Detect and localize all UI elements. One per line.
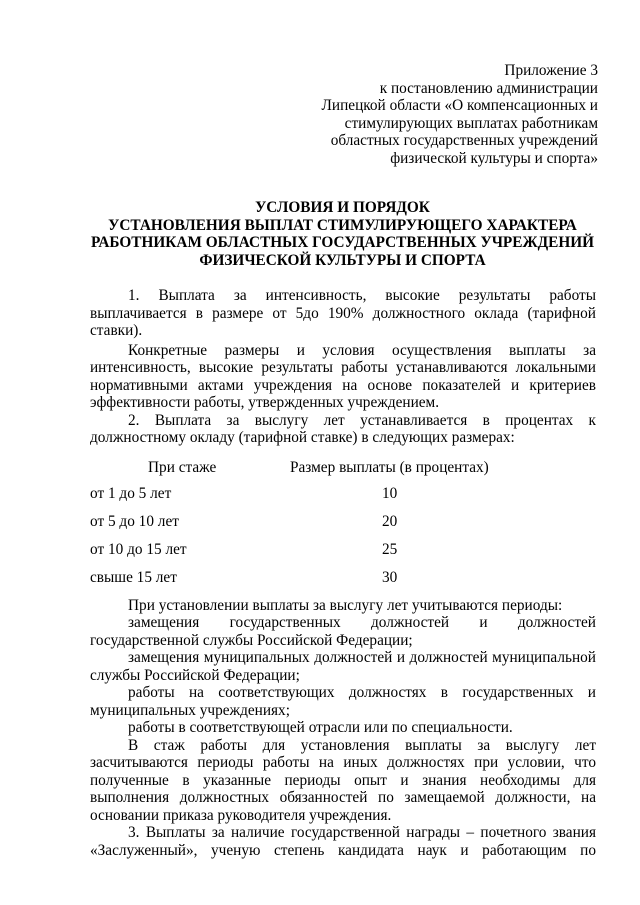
title-line: ФИЗИЧЕСКОЙ КУЛЬТУРЫ И СПОРТА (199, 251, 486, 269)
paragraph-period-state-service: замещения государственных должностей и должностей государственной службы Российской Федерации; (90, 614, 596, 649)
table-cell-percent: 10 (382, 484, 398, 502)
paragraph-period-institutions: работы на соответствующих должностях в государственных и муниципальных учреждениях; (90, 684, 596, 719)
document-body (90, 287, 596, 859)
table-row (90, 569, 596, 597)
appendix-note (278, 62, 598, 167)
paragraph-state-award-payment: 3. Выплаты за наличие государственной награды – почетного звания «Заслуженный», ученую степень кандидата наук и работающим по (90, 824, 596, 859)
table-header-percent: Размер выплаты (в процентах) (290, 458, 489, 476)
table-row (90, 541, 596, 569)
table-cell-term: свыше 15 лет (90, 568, 177, 586)
table-cell-term: от 5 до 10 лет (90, 512, 179, 530)
paragraph-specific-amounts: Конкретные размеры и условия осуществления выплаты за интенсивность, высокие результаты работы устанавливаются локальными нормативными актами учреждения на основе показателей и критериев эффективности работы, утвержденных учреждением. (90, 341, 596, 411)
table-cell-percent: 30 (382, 568, 398, 586)
paragraph-seniority-payment: 2. Выплата за выслугу лет устанавливается в процентах к должностному окладу (тарифной ставке) в следующих размерах: (90, 411, 596, 446)
document-title (80, 199, 605, 269)
table-cell-term: от 10 до 15 лет (90, 540, 187, 558)
appendix-line: областных государственных учреждений (330, 132, 598, 149)
appendix-line: к постановлению администрации (379, 79, 598, 97)
paragraph-other-positions: В стаж работы для установления выплаты за выслугу лет засчитываются периоды работы на иных должностях при условии, что полученные в указанные периоды опыт и знания необходимы для выполнения должностных обязанностей по замещаемой должности, на основании приказа руководителя учреждения. (90, 736, 596, 824)
table-cell-percent: 25 (382, 540, 398, 558)
appendix-line: Липецкой области «О компенсационных и (321, 97, 598, 114)
table-row (90, 513, 596, 541)
title-line: УСЛОВИЯ И ПОРЯДОК (255, 199, 430, 216)
title-line: РАБОТНИКАМ ОБЛАСТНЫХ ГОСУДАРСТВЕННЫХ УЧРЕЖДЕНИЙ (90, 234, 595, 251)
appendix-line: стимулирующих выплатах работникам (344, 114, 598, 132)
table-header-term: При стаже (148, 458, 217, 476)
table-cell-term: от 1 до 5 лет (90, 484, 172, 502)
table-row (90, 485, 596, 513)
paragraph-period-industry: работы в соответствующей отрасли или по специальности. (128, 719, 513, 736)
title-line: УСТАНОВЛЕНИЯ ВЫПЛАТ СТИМУЛИРУЮЩЕГО ХАРАКТЕРА (108, 216, 577, 234)
appendix-line: физической культуры и спорта» (390, 149, 598, 167)
appendix-line: Приложение 3 (504, 62, 598, 79)
paragraph-intensity-payment: 1. Выплата за интенсивность, высокие результаты работы выплачивается в размере от 5до 190% должностного оклада (тарифной ставки). (90, 287, 596, 339)
paragraph-period-municipal-service: замещения муниципальных должностей и должностей муниципальной службы Российской Федерации; (90, 649, 596, 684)
seniority-table-header (90, 459, 596, 479)
table-cell-percent: 20 (382, 512, 398, 530)
paragraph-periods-intro: При установлении выплаты за выслугу лет учитываются периоды: (128, 596, 563, 614)
